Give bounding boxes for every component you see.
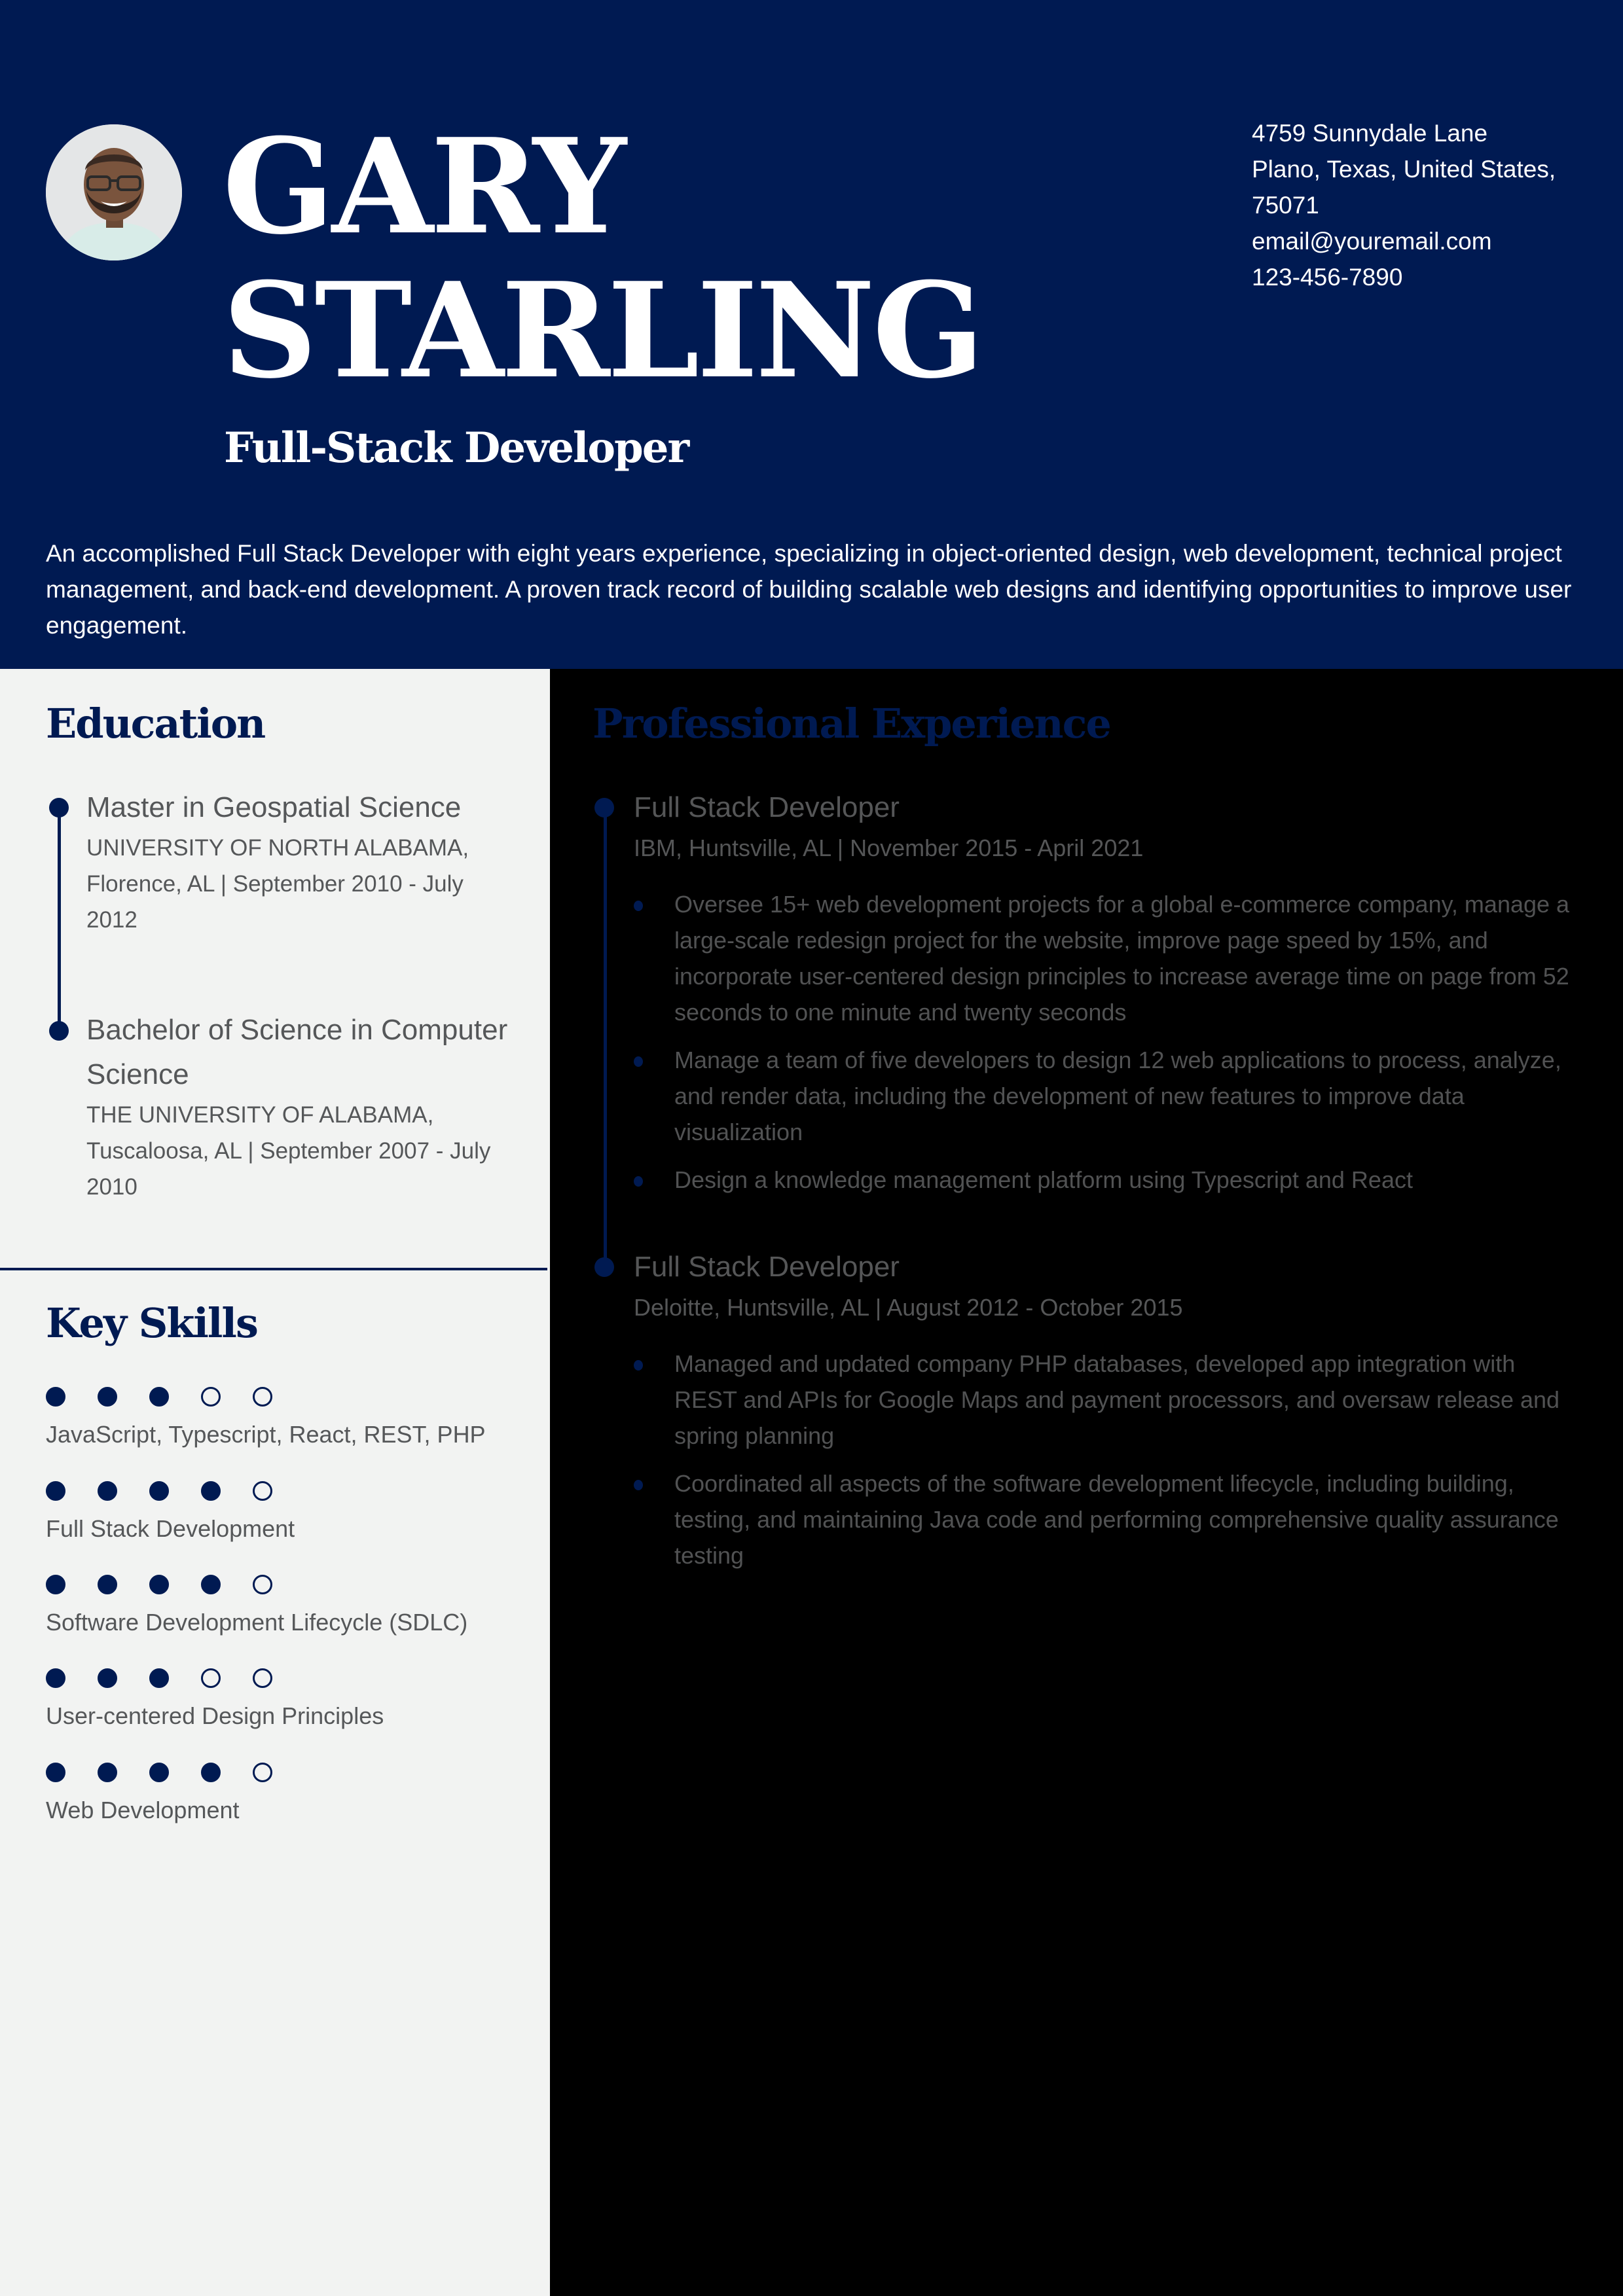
- skill-rating: [46, 1666, 517, 1690]
- filled-dot-icon: [98, 1575, 117, 1594]
- skill-rating: [46, 1479, 517, 1503]
- school-name: UNIVERSITY OF NORTH ALABAMA,: [86, 835, 469, 861]
- bullet-icon: [634, 1056, 643, 1067]
- filled-dot-icon: [201, 1763, 221, 1782]
- skill-item: [46, 1666, 517, 1734]
- filled-dot-icon: [46, 1575, 65, 1594]
- first-name: GARY: [223, 110, 624, 264]
- filled-dot-icon: [149, 1387, 169, 1407]
- education-item: [86, 1008, 512, 1205]
- skill-label: Full Stack Development: [46, 1515, 295, 1542]
- skill-label: JavaScript, Typescript, React, REST, PHP: [46, 1421, 486, 1448]
- job-achievements: [634, 1346, 1570, 1573]
- experience-timeline-line: [604, 808, 607, 1266]
- job-role: Full Stack Developer: [634, 1251, 900, 1283]
- filled-dot-icon: [149, 1668, 169, 1688]
- school-name: THE UNIVERSITY OF ALABAMA,: [86, 1102, 434, 1128]
- achievement-item: [634, 1042, 1570, 1150]
- achievement-text: Manage a team of five developers to design 12 web applications to process, analyze, and render data, including the development of new features to improve data visualization: [674, 1047, 1561, 1145]
- filled-dot-icon: [98, 1763, 117, 1782]
- person-photo-icon: [46, 124, 182, 260]
- postal-code: 75071: [1252, 192, 1319, 219]
- experience-timeline-dot-icon: [594, 798, 614, 817]
- achievement-text: Managed and updated company PHP databases, developed app integration with REST and APIs for Google Maps and payment processors, and oversaw release and spring planning: [674, 1350, 1560, 1449]
- address-line-1: 4759 Sunnydale Lane: [1252, 120, 1488, 147]
- skill-label: Web Development: [46, 1797, 240, 1823]
- experience-timeline-dot-icon: [594, 1257, 614, 1277]
- email-link[interactable]: email@youremail.com: [1252, 228, 1492, 255]
- profile-photo: [46, 124, 182, 260]
- filled-dot-icon: [98, 1387, 117, 1407]
- job-achievements: [634, 886, 1570, 1198]
- candidate-name: [223, 110, 982, 408]
- job-company-dates: IBM, Huntsville, AL | November 2015 - April 2021: [634, 834, 1144, 861]
- achievement-text: Oversee 15+ web development projects for a global e-commerce company, manage a large-scale redesign project for the website, improve page speed by 15%, and incorporate user-centered design principles to increase average time on page from 52 seconds to one minute and twenty seconds: [674, 891, 1570, 1026]
- filled-dot-icon: [46, 1387, 65, 1407]
- filled-dot-icon: [98, 1668, 117, 1688]
- achievement-item: [634, 1162, 1570, 1198]
- skill-label: Software Development Lifecycle (SDLC): [46, 1609, 468, 1636]
- skill-item: [46, 1573, 517, 1641]
- skill-item: [46, 1479, 517, 1547]
- empty-dot-icon: [253, 1575, 272, 1594]
- key-skills-heading: Key Skills: [46, 1299, 257, 1347]
- bullet-icon: [634, 901, 643, 911]
- empty-dot-icon: [201, 1668, 221, 1688]
- empty-dot-icon: [253, 1387, 272, 1407]
- skill-rating: [46, 1385, 517, 1408]
- filled-dot-icon: [149, 1575, 169, 1594]
- filled-dot-icon: [149, 1763, 169, 1782]
- phone-number[interactable]: 123-456-7890: [1252, 264, 1403, 291]
- education-timeline-line: [58, 808, 61, 1031]
- achievement-text: Design a knowledge management platform using Typescript and React: [674, 1166, 1413, 1193]
- achievement-item: [634, 1346, 1570, 1454]
- empty-dot-icon: [253, 1763, 272, 1782]
- address-line-2: Plano, Texas, United States,: [1252, 156, 1556, 183]
- bullet-icon: [634, 1480, 643, 1490]
- school-details: Tuscaloosa, AL | September 2007 - July 2010: [86, 1138, 491, 1200]
- filled-dot-icon: [149, 1481, 169, 1501]
- last-name: STARLING: [223, 254, 982, 408]
- empty-dot-icon: [253, 1668, 272, 1688]
- skill-label: User-centered Design Principles: [46, 1702, 384, 1729]
- empty-dot-icon: [201, 1387, 221, 1407]
- filled-dot-icon: [46, 1668, 65, 1688]
- empty-dot-icon: [253, 1481, 272, 1501]
- education-item: [86, 785, 512, 938]
- achievement-text: Coordinated all aspects of the software development lifecycle, including building, testing, and maintaining Java code and performing comprehensive quality assurance testing: [674, 1470, 1559, 1569]
- achievement-item: [634, 1465, 1570, 1573]
- professional-experience-heading: Professional Experience: [593, 700, 1110, 747]
- achievement-item: [634, 886, 1570, 1030]
- job-company-dates: Deloitte, Huntsville, AL | August 2012 - October 2015: [634, 1294, 1183, 1321]
- job-title: Full-Stack Developer: [224, 423, 689, 473]
- school-details: Florence, AL | September 2010 - July 2012: [86, 871, 464, 933]
- education-timeline-dot-icon: [49, 798, 69, 817]
- skill-rating: [46, 1573, 517, 1596]
- bullet-icon: [634, 1176, 643, 1187]
- bullet-icon: [634, 1360, 643, 1371]
- filled-dot-icon: [46, 1481, 65, 1501]
- job-role: Full Stack Developer: [634, 791, 900, 823]
- contact-info: [1252, 115, 1592, 295]
- filled-dot-icon: [201, 1575, 221, 1594]
- filled-dot-icon: [46, 1763, 65, 1782]
- degree: Bachelor of Science in Computer Science: [86, 1014, 508, 1090]
- degree: Master in Geospatial Science: [86, 791, 462, 823]
- skill-rating: [46, 1761, 517, 1784]
- section-divider: [0, 1268, 547, 1270]
- filled-dot-icon: [201, 1481, 221, 1501]
- job-entry: [634, 1247, 1570, 1573]
- skill-item: [46, 1761, 517, 1829]
- skill-item: [46, 1385, 517, 1453]
- resume-header: [0, 0, 1623, 669]
- education-heading: Education: [46, 700, 265, 747]
- job-entry: [634, 788, 1570, 1198]
- education-timeline-dot-icon: [49, 1021, 69, 1041]
- professional-summary: An accomplished Full Stack Developer with eight years experience, specializing in object-oriented design, web development, technical project management, and back-end development. A proven track record of building scalable web designs and identifying opportunities to improve user engagement.: [46, 540, 1572, 639]
- filled-dot-icon: [98, 1481, 117, 1501]
